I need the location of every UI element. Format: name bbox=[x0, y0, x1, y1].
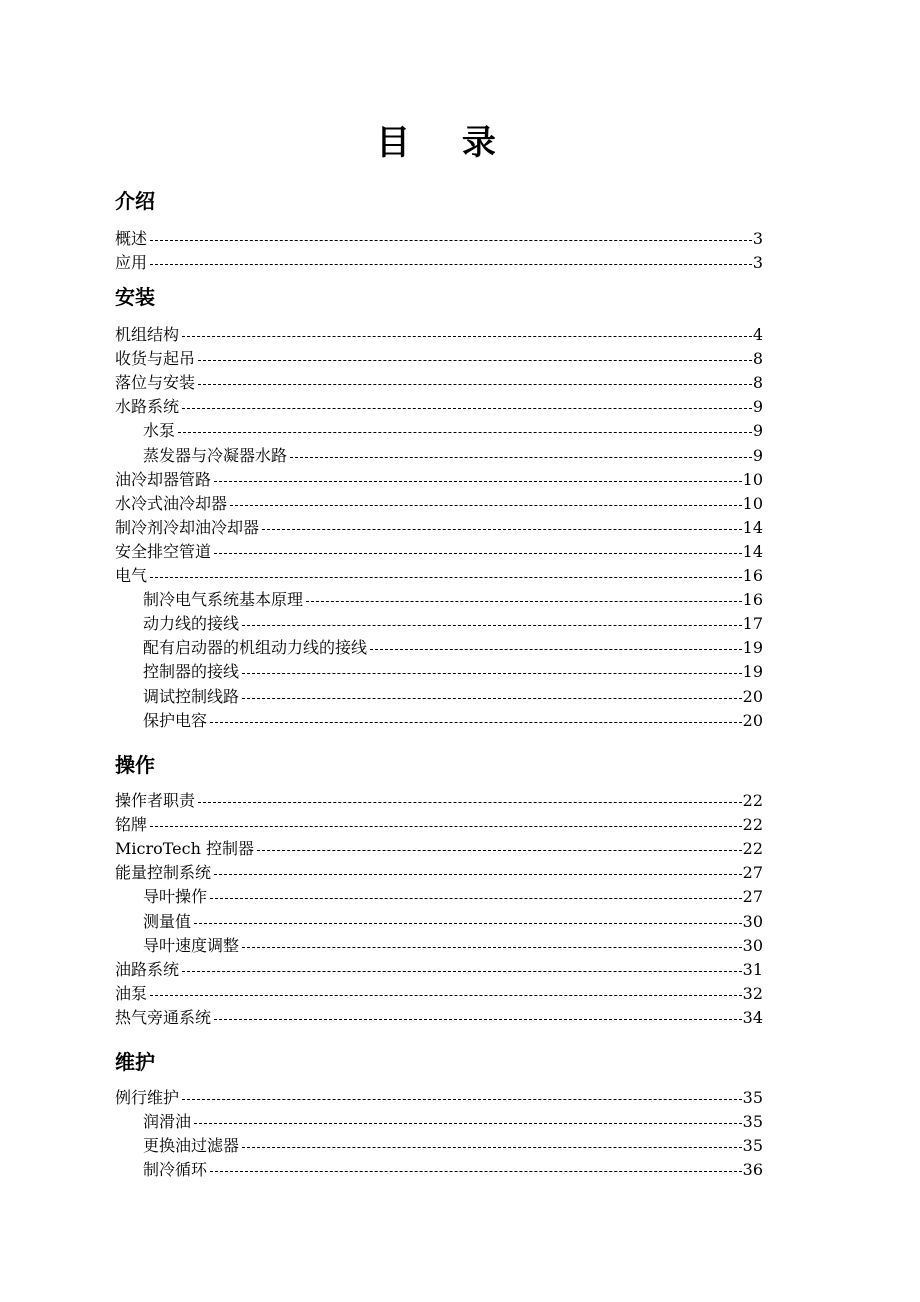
document-title: 目 录 bbox=[376, 123, 516, 163]
dot-leader bbox=[242, 1147, 742, 1148]
dot-leader bbox=[214, 874, 742, 875]
entry-page-number: 27 bbox=[742, 863, 763, 883]
toc-entry bbox=[115, 563, 763, 587]
toc-entry bbox=[143, 1157, 763, 1181]
toc-entry bbox=[143, 684, 763, 708]
dot-leader bbox=[370, 649, 742, 650]
toc-entry bbox=[115, 860, 763, 884]
entry-page-number: 3 bbox=[752, 253, 763, 273]
dot-leader bbox=[242, 673, 742, 674]
dot-leader bbox=[150, 264, 752, 265]
entry-page-number: 8 bbox=[752, 349, 763, 369]
entry-label: 制冷电气系统基本原理 bbox=[143, 590, 304, 610]
entry-page-number: 10 bbox=[742, 469, 763, 489]
entry-page-number: 16 bbox=[742, 590, 763, 610]
entry-page-number: 35 bbox=[742, 1088, 763, 1107]
toc-entry bbox=[143, 611, 763, 635]
entry-page-number: 4 bbox=[752, 325, 763, 344]
dot-leader bbox=[306, 601, 742, 602]
entry-label: 铭牌 bbox=[115, 815, 148, 835]
entry-label: 例行维护 bbox=[115, 1088, 180, 1107]
entry-label: 导叶操作 bbox=[143, 887, 208, 907]
entry-page-number: 22 bbox=[742, 791, 763, 810]
dot-leader bbox=[242, 947, 742, 948]
entry-label: 能量控制系统 bbox=[115, 863, 212, 883]
entry-label: 制冷循环 bbox=[143, 1160, 208, 1180]
entry-label: 控制器的接线 bbox=[143, 662, 240, 682]
entry-label: 落位与安装 bbox=[115, 373, 196, 393]
entry-label: 更换油过滤器 bbox=[143, 1136, 240, 1156]
entry-page-number: 19 bbox=[742, 638, 763, 658]
toc-entry bbox=[115, 539, 763, 563]
toc-entry bbox=[115, 981, 763, 1005]
entry-page-number: 9 bbox=[752, 445, 763, 465]
dot-leader bbox=[198, 384, 752, 385]
dot-leader bbox=[198, 360, 752, 361]
entry-page-number: 14 bbox=[742, 541, 763, 561]
toc-entry bbox=[143, 659, 763, 683]
toc-entry bbox=[143, 1133, 763, 1157]
toc-entry bbox=[143, 933, 763, 957]
dot-leader bbox=[150, 826, 742, 827]
entry-page-number: 35 bbox=[742, 1112, 763, 1132]
entry-page-number: 3 bbox=[752, 229, 763, 248]
entry-page-number: 19 bbox=[742, 662, 763, 682]
entry-page-number: 31 bbox=[742, 959, 763, 979]
entry-label: 油泵 bbox=[115, 983, 148, 1003]
entry-label: 热气旁通系统 bbox=[115, 1007, 212, 1027]
toc-entry bbox=[115, 370, 763, 394]
entry-label: 测量值 bbox=[143, 911, 192, 931]
entry-label: 应用 bbox=[115, 253, 148, 273]
dot-leader bbox=[182, 971, 742, 972]
toc-entry bbox=[115, 394, 763, 418]
toc-entry bbox=[143, 708, 763, 732]
dot-leader bbox=[182, 408, 752, 409]
dot-leader bbox=[214, 1019, 742, 1020]
entry-page-number: 8 bbox=[752, 373, 763, 393]
dot-leader bbox=[262, 529, 742, 530]
dot-leader bbox=[210, 898, 742, 899]
entry-label: 油路系统 bbox=[115, 959, 180, 979]
entry-label: 调试控制线路 bbox=[143, 686, 240, 706]
toc-entry bbox=[115, 836, 763, 860]
entry-page-number: 20 bbox=[742, 686, 763, 706]
entry-page-number: 35 bbox=[742, 1136, 763, 1156]
toc-entry bbox=[115, 788, 763, 812]
entry-label: 动力线的接线 bbox=[143, 614, 240, 634]
entry-page-number: 32 bbox=[742, 983, 763, 1003]
toc-entry bbox=[143, 635, 763, 659]
dot-leader bbox=[150, 240, 752, 241]
entry-page-number: 22 bbox=[742, 839, 763, 859]
toc-entry bbox=[143, 1109, 763, 1133]
dot-leader bbox=[230, 505, 742, 506]
dot-leader bbox=[178, 432, 752, 433]
toc-entry bbox=[143, 443, 763, 467]
toc-entry bbox=[115, 346, 763, 370]
entry-label: 导叶速度调整 bbox=[143, 935, 240, 955]
entry-label: 润滑油 bbox=[143, 1112, 192, 1132]
entry-page-number: 30 bbox=[742, 935, 763, 955]
entry-label: 收货与起吊 bbox=[115, 349, 196, 369]
toc-entry bbox=[115, 515, 763, 539]
entry-page-number: 17 bbox=[742, 614, 763, 634]
entry-label: 蒸发器与冷凝器水路 bbox=[143, 445, 288, 465]
dot-leader bbox=[210, 722, 742, 723]
toc-entry bbox=[115, 1085, 763, 1109]
entry-label: 配有启动器的机组动力线的接线 bbox=[143, 638, 368, 658]
toc-entry bbox=[115, 250, 763, 274]
entry-label: 机组结构 bbox=[115, 325, 180, 344]
entry-label: 电气 bbox=[115, 566, 148, 585]
section-heading: 操作 bbox=[115, 753, 155, 777]
entry-label: 水泵 bbox=[143, 421, 176, 441]
entry-label: 水冷式油冷却器 bbox=[115, 493, 228, 513]
dot-leader bbox=[198, 802, 742, 803]
toc-entry bbox=[115, 957, 763, 981]
entry-page-number: 9 bbox=[752, 397, 763, 417]
entry-page-number: 34 bbox=[742, 1007, 763, 1027]
toc-entry bbox=[115, 491, 763, 515]
dot-leader bbox=[182, 1099, 742, 1100]
toc-entry bbox=[143, 884, 763, 908]
toc-entry bbox=[115, 812, 763, 836]
entry-page-number: 14 bbox=[742, 517, 763, 537]
dot-leader bbox=[182, 336, 752, 337]
entry-page-number: 20 bbox=[742, 710, 763, 730]
toc-entry bbox=[115, 322, 763, 346]
entry-page-number: 10 bbox=[742, 493, 763, 513]
entry-label: 制冷剂冷却油冷却器 bbox=[115, 517, 260, 537]
entry-page-number: 30 bbox=[742, 911, 763, 931]
dot-leader bbox=[214, 481, 742, 482]
entry-label: 保护电容 bbox=[143, 710, 208, 730]
entry-label: 操作者职责 bbox=[115, 791, 196, 810]
toc-entry bbox=[115, 467, 763, 491]
dot-leader bbox=[210, 1171, 742, 1172]
section-heading: 介绍 bbox=[115, 189, 155, 213]
entry-page-number: 9 bbox=[752, 421, 763, 441]
dot-leader bbox=[257, 850, 742, 851]
entry-page-number: 36 bbox=[742, 1160, 763, 1180]
entry-label: MicroTech 控制器 bbox=[115, 839, 254, 859]
entry-page-number: 22 bbox=[742, 815, 763, 835]
toc-entry bbox=[143, 418, 763, 442]
toc-entry bbox=[143, 587, 763, 611]
dot-leader bbox=[194, 1123, 742, 1124]
toc-entry bbox=[143, 909, 763, 933]
entry-page-number: 16 bbox=[742, 566, 763, 585]
dot-leader bbox=[242, 625, 742, 626]
section-heading: 维护 bbox=[115, 1050, 155, 1074]
dot-leader bbox=[214, 553, 742, 554]
entry-label: 安全排空管道 bbox=[115, 541, 212, 561]
entry-label: 水路系统 bbox=[115, 397, 180, 417]
dot-leader bbox=[150, 995, 742, 996]
dot-leader bbox=[194, 923, 742, 924]
entry-label: 概述 bbox=[115, 229, 148, 248]
toc-entry bbox=[115, 1005, 763, 1029]
section-heading: 安装 bbox=[115, 285, 155, 309]
dot-leader bbox=[290, 457, 752, 458]
dot-leader bbox=[150, 577, 742, 578]
entry-page-number: 27 bbox=[742, 887, 763, 907]
dot-leader bbox=[242, 698, 742, 699]
entry-label: 油冷却器管路 bbox=[115, 469, 212, 489]
toc-entry bbox=[115, 226, 763, 250]
